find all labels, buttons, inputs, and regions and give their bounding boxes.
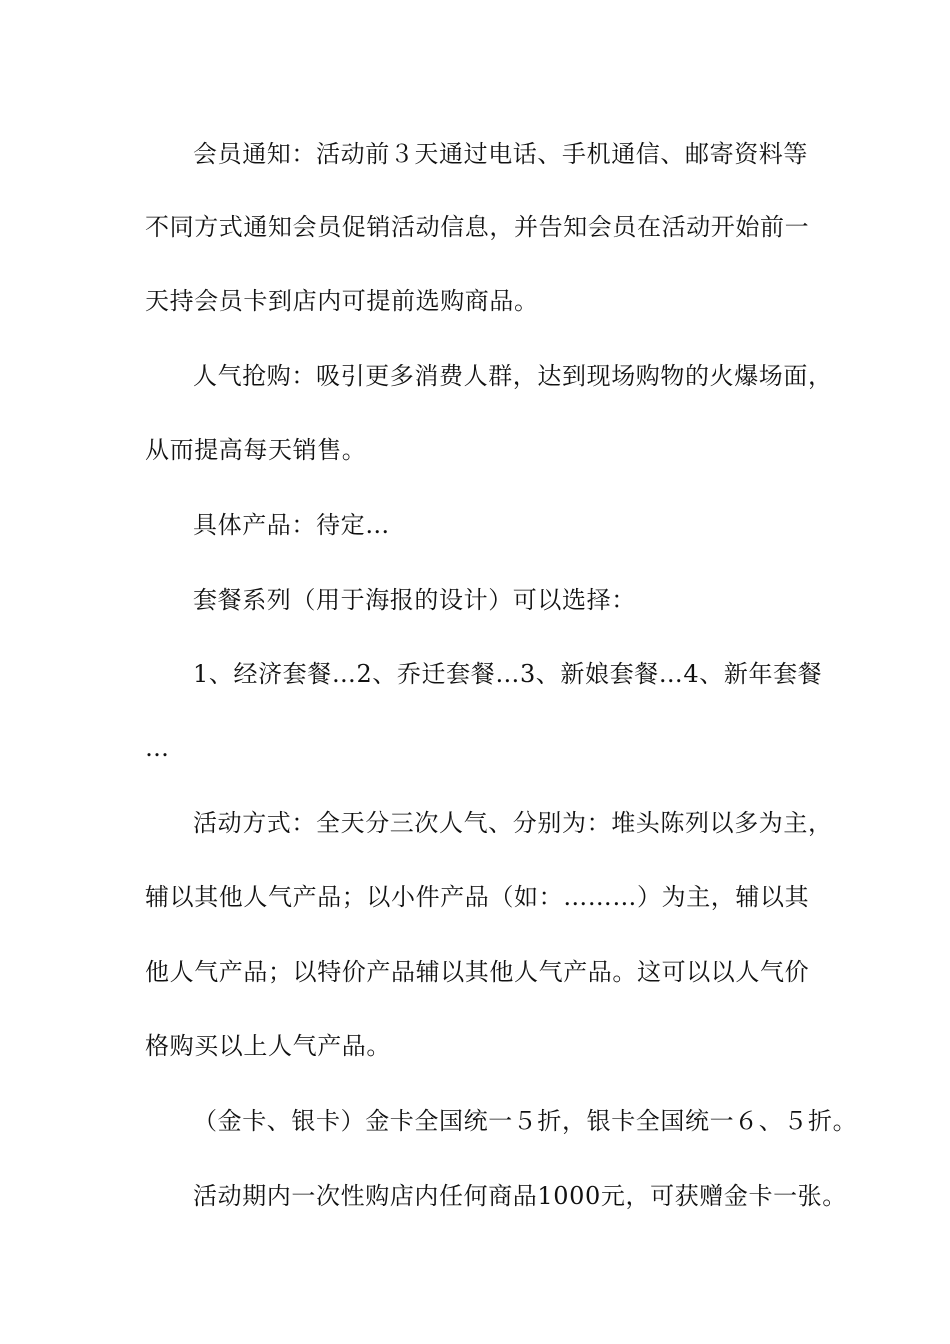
paragraph-line: （金卡、银卡）金卡全国统一５折，银卡全国统一６、５折。	[193, 1107, 858, 1135]
paragraph-line: 活动期内一次性购店内任何商品1000元，可获赠金卡一张。	[193, 1182, 847, 1210]
paragraph-line: 会员通知：活动前３天通过电话、手机通信、邮寄资料等	[193, 140, 808, 168]
paragraph-line: 辅以其他人气产品；以小件产品（如：………）为主，辅以其	[145, 883, 810, 911]
paragraph-line: 他人气产品；以特价产品辅以其他人气产品。这可以以人气价	[145, 958, 810, 986]
paragraph-line: 格购买以上人气产品。	[145, 1032, 391, 1060]
paragraph-line: 1、经济套餐…2、乔迁套餐…3、新娘套餐…4、新年套餐	[193, 660, 823, 688]
paragraph-line: 套餐系列（用于海报的设计）可以选择：	[193, 586, 636, 614]
paragraph-line: 活动方式：全天分三次人气、分别为：堆头陈列以多为主，	[193, 809, 833, 837]
paragraph-line: 天持会员卡到店内可提前选购商品。	[145, 287, 539, 315]
paragraph-line: 具体产品：待定…	[193, 511, 390, 539]
paragraph-line: 不同方式通知会员促销活动信息，并告知会员在活动开始前一	[145, 213, 810, 241]
paragraph-line: …	[145, 734, 170, 762]
paragraph-line: 人气抢购：吸引更多消费人群，达到现场购物的火爆场面，	[193, 362, 833, 390]
paragraph-line: 从而提高每天销售。	[145, 436, 367, 464]
